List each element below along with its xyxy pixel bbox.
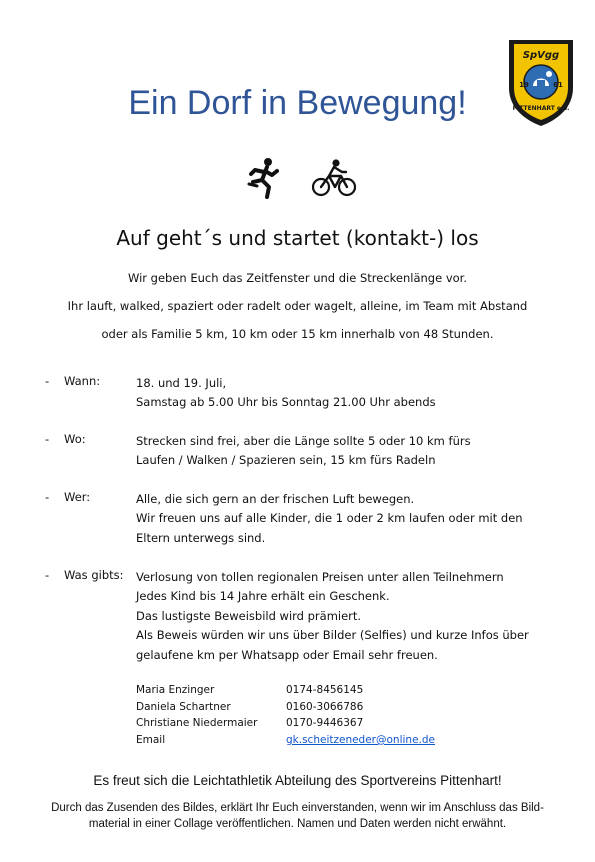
contact-phone: 0160-3066786 <box>286 701 364 713</box>
detail-line: 18. und 19. Juli, <box>136 376 227 390</box>
bullet-dash: - <box>45 432 50 446</box>
detail-text-wer <box>136 490 523 548</box>
detail-line: Strecken sind frei, aber die Länge sollte 5 oder 10 km fürs <box>136 434 471 448</box>
detail-label-wo: Wo: <box>64 432 86 446</box>
intro-line: Wir geben Euch das Zeitfenster und die Streckenlänge vor. <box>127 271 468 285</box>
email-link[interactable]: gk.scheitzeneder@online.de <box>286 734 435 746</box>
detail-text-wann <box>136 374 436 413</box>
detail-line: Laufen / Walken / Spazieren sein, 15 km fürs Radeln <box>136 453 436 468</box>
contact-phone: 0174-8456145 <box>286 684 364 696</box>
intro-line: oder als Familie 5 km, 10 km oder 15 km innerhalb von 48 Stunden. <box>101 327 494 341</box>
subtitle: Auf geht´s und startet (kontakt-) los <box>116 226 479 250</box>
detail-line: Verlosung von tollen regionalen Preisen unter allen Teilnehmern <box>136 570 504 584</box>
cyclist-icon <box>311 158 357 198</box>
contact-phone: 0170-9446367 <box>286 717 364 729</box>
detail-label-wer: Wer: <box>64 490 91 504</box>
logo-bottom-text: PITTENHART e.V. <box>512 105 570 112</box>
detail-label-wann: Wann: <box>64 374 101 388</box>
detail-line: Das lustigste Beweisbild wird prämiert. <box>136 608 362 623</box>
detail-label-was-gibts: Was gibts: <box>64 568 124 582</box>
bullet-dash: - <box>45 490 50 504</box>
bullet-dash: - <box>45 374 50 388</box>
detail-line: Jedes Kind bis 14 Jahre erhält ein Geschenk. <box>136 589 390 604</box>
contact-name: Christiane Niedermaier <box>136 717 258 729</box>
contact-email-label: Email <box>136 734 166 746</box>
logo-top-text: SpVgg <box>522 50 560 61</box>
detail-text-was-gibts <box>136 568 529 665</box>
bullet-dash: - <box>45 568 50 582</box>
contact-name: Daniela Schartner <box>136 701 231 713</box>
detail-line: Samstag ab 5.00 Uhr bis Sonntag 21.00 Uhr abends <box>136 395 436 410</box>
club-logo <box>505 36 577 128</box>
contact-name: Maria Enzinger <box>136 684 215 696</box>
disclaimer <box>22 800 573 832</box>
disclaimer-line: Durch das Zusenden des Bildes, erklärt Ihr Euch einverstanden, wenn wir im Anschluss das Bild- <box>51 802 544 814</box>
intro-line: Ihr lauft, walked, spaziert oder radelt oder wagelt, alleine, im Team mit Abstand <box>67 299 528 313</box>
detail-line: Als Beweis würden wir uns über Bilder (Selfies) und kurze Infos über <box>136 628 529 643</box>
logo-year-right: 61 <box>553 81 563 89</box>
detail-text-wo <box>136 432 471 471</box>
detail-line: gelaufene km per Whatsapp oder Email sehr freuen. <box>136 647 438 662</box>
detail-line: Alle, die sich gern an der frischen Luft bewegen. <box>136 492 415 506</box>
runner-icon <box>243 156 283 200</box>
detail-line: Wir freuen uns auf alle Kinder, die 1 oder 2 km laufen oder mit den <box>136 511 523 526</box>
detail-line: Eltern unterwegs sind. <box>136 530 266 545</box>
closing-text: Es freut sich die Leichtathletik Abteilung des Sportvereins Pittenhart! <box>93 773 502 788</box>
page-title: Ein Dorf in Bewegung! <box>128 84 467 122</box>
disclaimer-line: material in einer Collage veröffentlichen. Namen und Daten werden nicht erwähnt. <box>88 818 507 830</box>
logo-year-left: 19 <box>519 81 529 89</box>
